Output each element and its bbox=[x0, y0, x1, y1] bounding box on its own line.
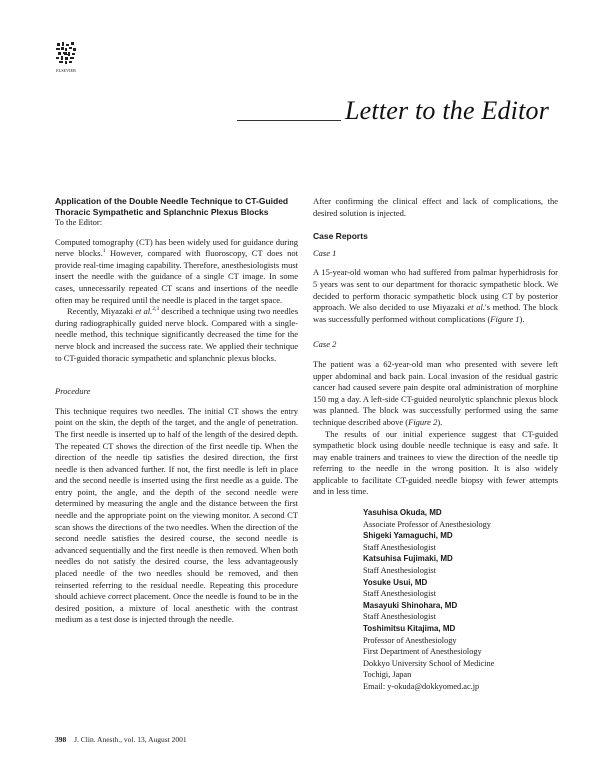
author-role: Staff Anesthesiologist bbox=[363, 566, 436, 576]
svg-text:ELSEVIER: ELSEVIER bbox=[56, 68, 76, 73]
procedure-continued: After confirming the clinical effect and lack of complications, the desired solution is injected. bbox=[313, 196, 558, 218]
figure-1-link[interactable]: Figure 1 bbox=[490, 313, 520, 324]
figure-2-link[interactable]: Figure 2 bbox=[408, 416, 438, 427]
author-name: Yasuhisa Okuda, MD bbox=[363, 508, 442, 518]
procedure-paragraph: This technique requires two needles. The initial CT shows the entry point on the skin, the depth of the target, and the angle of penetration. The first needle is inserted up to half of the length of the desired depth. The repeated CT shows the direction of the first needle tip. When the direction of the needle tip satisfies the desired direction, the first needle is then advanced further. If not, the first needle is left in place and the second needle is inserted using the first needle as a guide. The entry point, the angle, and the depth of the second needle were determined by measuring the angle and the distance between the first needle and the appropriate point on the viewing monitor. A second CT scan shows the directions of the two needles. When the direction of the second needle satisfies the desired course, the second needle is advanced sequentially and the first needle is then removed. When both needles do not satisfy the desired course, the less advantageously placed needle of the two needles should be removed, and then reinserted referring to the residual needle. Repeating this procedure should achieve correct placement. Once the needle is found to be in the desired position, a mixture of local anesthetic with the contrast medium as a test dose is injected through the needle. bbox=[55, 405, 298, 625]
case-2-paragraph: The patient was a 62-year-old man who presented with severe left upper abdominal and back pain. Local invasion of the residual gastric cancer had caused severe pain despite oral administration of morphine 150 mg a day. A left-side CT-guided neurolytic splanchnic plexus block was planned. The block was successfully performed using the same technique described above (Figure 2). bbox=[313, 358, 558, 427]
affiliation-dept: First Department of Anesthesiology bbox=[363, 647, 482, 657]
section-title: Letter to the Editor bbox=[345, 96, 550, 125]
case-1-paragraph: A 15-year-old woman who had suffered from palmar hyperhidrosis for 5 years was sent to our department for thoracic sympathetic block. We decided to perform thoracic sympathetic block using CT by posterior approach. We also decided to use Miyazaki et al.'s method. The block was successfully performed without complications (Figure 1). bbox=[313, 267, 558, 324]
affiliation-school: Dokkyo University School of Medicine bbox=[363, 658, 495, 668]
article-title: Application of the Double Needle Technique to CT-Guided Thoracic Sympathetic and Splanchnic Plexus Blocks bbox=[55, 196, 289, 217]
author-role: Staff Anesthesiologist bbox=[363, 542, 436, 552]
case-2-label: Case 2 bbox=[313, 339, 337, 350]
journal-citation: J. Clin. Anesth., vol. 13, August 2001 bbox=[74, 735, 187, 744]
author-role: Associate Professor of Anesthesiology bbox=[363, 519, 491, 529]
right-column bbox=[313, 196, 558, 693]
affiliation-city: Tochigi, Japan bbox=[363, 670, 412, 680]
author-name: Toshimitsu Kitajima, MD bbox=[363, 624, 456, 633]
case-reports-heading: Case Reports bbox=[313, 231, 368, 242]
conclusion-paragraph: The results of our initial experience suggest that CT-guided sympathetic block using double needle technique is easy and safe. It may enable trainers and trainees to view the direction of the needle tip referring to the needle in the wrong position. It is also widely applicable to facilitate CT-guided needle biopsy with fewer attempts and in less time. bbox=[313, 428, 558, 497]
procedure-heading: Procedure bbox=[55, 386, 91, 397]
author-role: Staff Anesthesiologist bbox=[363, 612, 436, 622]
page-footer bbox=[55, 735, 187, 744]
author-role: Professor of Anesthesiology bbox=[363, 635, 457, 645]
author-name: Shigeki Yamaguchi, MD bbox=[363, 531, 453, 541]
left-column bbox=[55, 196, 298, 626]
reference-2-3[interactable]: 2,3 bbox=[152, 306, 160, 313]
author-name: Masayuki Shinohara, MD bbox=[363, 600, 458, 610]
author-signature-block bbox=[363, 507, 558, 693]
author-name: Katsuhisa Fujimaki, MD bbox=[363, 554, 453, 564]
author-name: Yosuke Usui, MD bbox=[363, 577, 428, 587]
contact-email[interactable]: Email: y-okuda@dokkyomed.ac.jp bbox=[363, 681, 480, 691]
intro-paragraph-2: Recently, Miyazaki et al.$^{2,3}$ described a technique using two needles during radiographically guided nerve block. Compared with a single-needle method, this technique significantly decreased the time for the nerve block and increased the success rate. We applied their technique to CT-guided thoracic sympathetic and splanchnic plexus blocks. bbox=[55, 306, 299, 363]
intro-paragraph-1: Computed tomography (CT) has been widely used for guidance during nerve blocks.$^1$ However, compared with fluoroscopy, CT does not provide real-time imaging capability. Therefore, anesthesiologists must insert the needle with the guidance of a single CT image. In some cases, unnecessarily repeated CT scans and insertions of the needle often may be required until the needle is placed in the target space. bbox=[55, 236, 298, 305]
salutation: To the Editor: bbox=[55, 217, 103, 227]
header-rule bbox=[237, 120, 341, 121]
case-1-label: Case 1 bbox=[313, 247, 337, 258]
author-role: Staff Anesthesiologist bbox=[363, 589, 436, 599]
elsevier-logo bbox=[53, 40, 79, 74]
reference-1[interactable]: 1 bbox=[102, 248, 106, 255]
page-number: 398 bbox=[55, 735, 67, 744]
